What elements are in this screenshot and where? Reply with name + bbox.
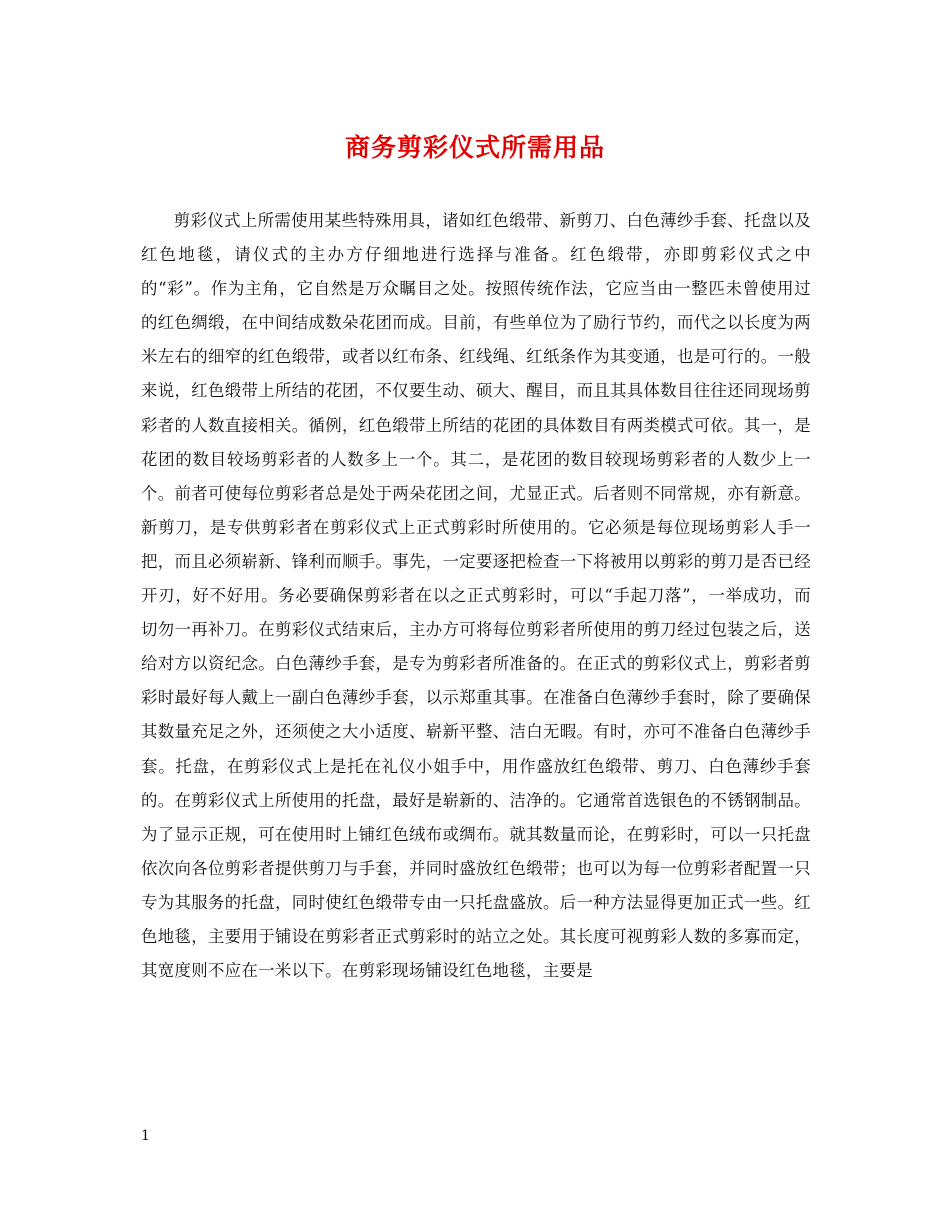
- body-paragraph: 剪彩仪式上所需使用某些特殊用具，诸如红色缎带、新剪刀、白色薄纱手套、托盘以及红色地毯，请仪式的主办方仔细地进行选择与准备。红色缎带，亦即剪彩仪式之中的“彩”。作为主角，它自然是万众瞩目之处。按照传统作法，它应当由一整匹未曾使用过的红色绸缎，在中间结成数朵花团而成。目前，有些单位为了励行节约，而代之以长度为两米左右的细窄的红色缎带，或者以红布条、红线绳、红纸条作为其变通，也是可行的。一般来说，红色缎带上所结的花团，不仅要生动、硕大、醒目，而且其具体数目往往还同现场剪彩者的人数直接相关。循例，红色缎带上所结的花团的具体数目有两类模式可依。其一，是花团的数目较场剪彩者的人数多上一个。其二，是花团的数目较现场剪彩者的人数少上一个。前者可使每位剪彩者总是处于两朵花团之间，尤显正式。后者则不同常规，亦有新意。新剪刀，是专供剪彩者在剪彩仪式上正式剪彩时所使用的。它必须是每位现场剪彩人手一把，而且必须崭新、锋利而顺手。事先，一定要逐把检查一下将被用以剪彩的剪刀是否已经开刃，好不好用。务必要确保剪彩者在以之正式剪彩时，可以“手起刀落”，一举成功，而切勿一再补刀。在剪彩仪式结束后，主办方可将每位剪彩者所使用的剪刀经过包装之后，送给对方以资纪念。白色薄纱手套，是专为剪彩者所准备的。在正式的剪彩仪式上，剪彩者剪彩时最好每人戴上一副白色薄纱手套，以示郑重其事。在准备白色薄纱手套时，除了要确保其数量充足之外，还须使之大小适度、崭新平整、洁白无暇。有时，亦可不准备白色薄纱手套。托盘，在剪彩仪式上是托在礼仪小姐手中，用作盛放红色缎带、剪刀、白色薄纱手套的。在剪彩仪式上所使用的托盘，最好是崭新的、洁净的。它通常首选银色的不锈钢制品。为了显示正规，可在使用时上铺红色绒布或绸布。就其数量而论，在剪彩时，可以一只托盘依次向各位剪彩者提供剪刀与手套，并同时盛放红色缎带；也可以为每一位剪彩者配置一只专为其服务的托盘，同时使红色缎带专由一只托盘盛放。后一种方法显得更加正式一些。红色地毯，主要用于铺设在剪彩者正式剪彩时的站立之处。其长度可视剪彩人数的多寡而定，其宽度则不应在一米以下。在剪彩现场铺设红色地毯，主要是: [141, 211, 811, 981]
- page-number: 1: [141, 1128, 150, 1144]
- document-title: 商务剪彩仪式所需用品: [344, 133, 605, 162]
